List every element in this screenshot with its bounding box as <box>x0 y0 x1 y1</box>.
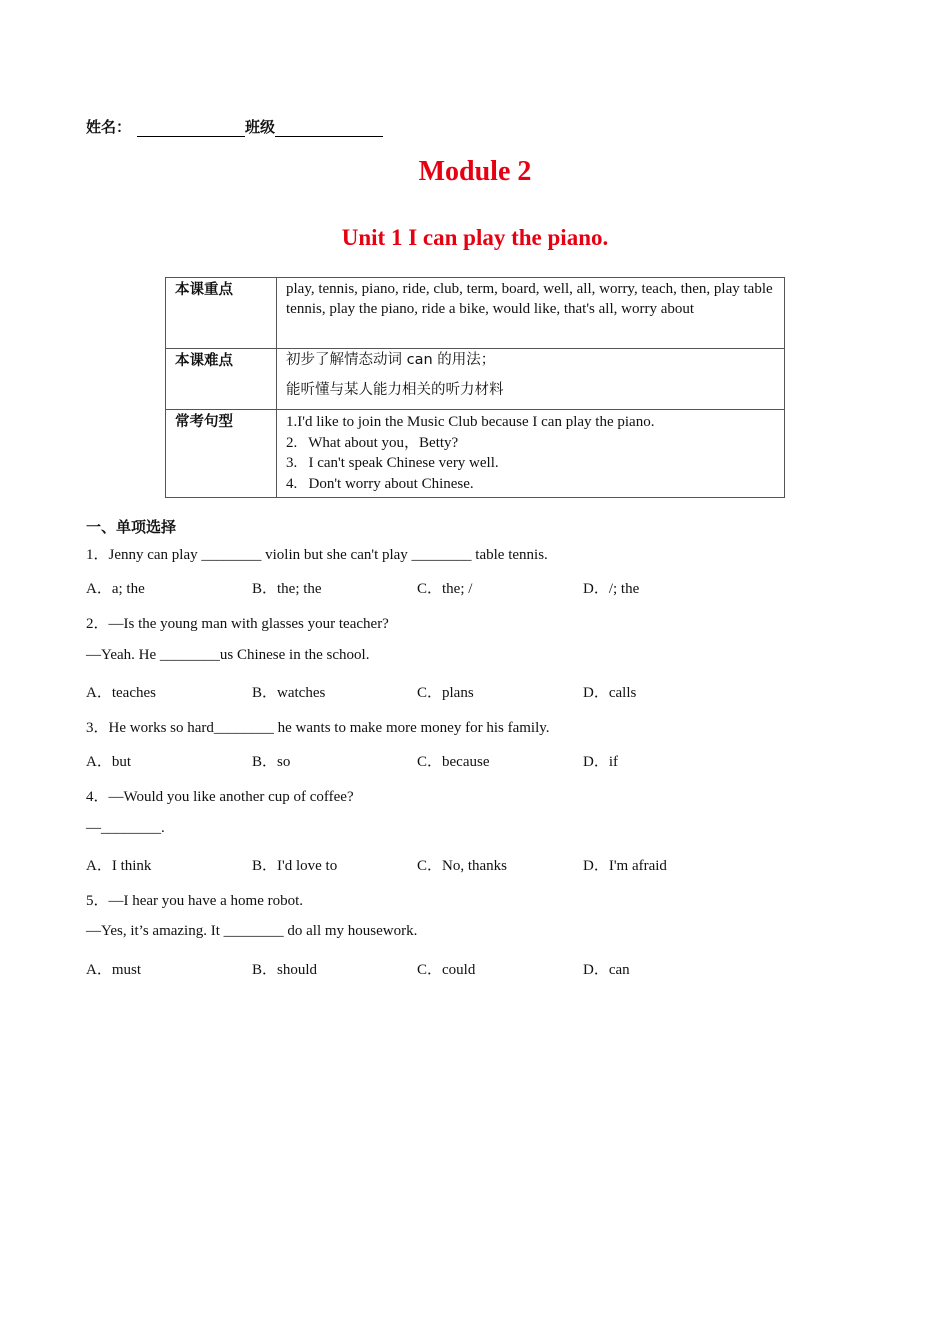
table-row <box>166 410 785 498</box>
name-blank[interactable] <box>137 119 245 137</box>
class-blank[interactable] <box>275 119 383 137</box>
option-b[interactable]: B．so <box>252 754 291 770</box>
option-d[interactable]: D．can <box>583 962 630 978</box>
sentence-pattern: 4. Don't worry about Chinese. <box>286 475 474 492</box>
option-a[interactable]: A．teaches <box>86 685 156 701</box>
sentence-pattern: 3. I can't speak Chinese very well. <box>286 455 499 471</box>
option-b[interactable]: B．the; the <box>252 581 322 597</box>
row-content <box>277 410 785 498</box>
row-content <box>277 278 785 349</box>
sentence-pattern: 1.I'd like to join the Music Club because I can play the piano. <box>286 414 655 430</box>
question-stem: 4．—Would you like another cup of coffee? <box>86 789 354 805</box>
question-stem: 3．He works so hard________ he wants to make more money for his family. <box>86 720 550 736</box>
class-label: 班级 <box>245 118 276 136</box>
option-a[interactable]: A．but <box>86 754 132 770</box>
key-words-text: play, tennis, piano, ride, club, term, board, well, all, worry, teach, then, play table tennis, play the piano, ride a bike, would like, that's all, worry about <box>286 281 773 317</box>
row-content <box>277 349 785 410</box>
question-stem: 5．—I hear you have a home robot. <box>86 893 304 909</box>
option-c[interactable]: C．the; / <box>417 581 473 597</box>
question-stem: 1．Jenny can play ________ violin but she can't play ________ table tennis. <box>86 547 548 563</box>
row-label: 本课重点 <box>166 278 277 349</box>
question-stem: 2．—Is the young man with glasses your teacher? <box>86 616 389 632</box>
option-c[interactable]: C．No, thanks <box>417 858 508 874</box>
option-d[interactable]: D．/; the <box>583 581 640 597</box>
option-a[interactable]: A．must <box>86 962 142 978</box>
row-label: 本课难点 <box>166 349 277 410</box>
name-label: 姓名： <box>86 118 132 136</box>
unit-title: Unit 1 I can play the piano. <box>341 225 609 250</box>
option-b[interactable]: B．I'd love to <box>252 858 338 874</box>
option-b[interactable]: B．watches <box>252 685 326 701</box>
student-info-line <box>86 116 383 137</box>
option-d[interactable]: D．I'm afraid <box>583 858 667 874</box>
question-stem: —________. <box>86 820 165 836</box>
option-a[interactable]: A．a; the <box>86 581 145 597</box>
table-row <box>166 349 785 410</box>
row-label: 常考句型 <box>166 410 277 498</box>
question-stem: —Yes, it’s amazing. It ________ do all my housework. <box>86 923 418 939</box>
option-a[interactable]: A．I think <box>86 858 152 874</box>
option-c[interactable]: C．could <box>417 962 476 978</box>
table-row <box>166 278 785 349</box>
module-title: Module 2 <box>418 156 532 187</box>
difficulty-line: 初步了解情态动词 can 的用法； <box>286 352 496 368</box>
option-c[interactable]: C．because <box>417 754 490 770</box>
section-title: 一、单项选择 <box>86 518 177 536</box>
lesson-info-table <box>165 277 785 498</box>
option-d[interactable]: D．if <box>583 754 618 770</box>
option-b[interactable]: B．should <box>252 962 318 978</box>
question-stem: —Yeah. He ________us Chinese in the school. <box>86 647 370 663</box>
option-c[interactable]: C．plans <box>417 685 474 701</box>
sentence-pattern: 2. What about you，Betty? <box>286 434 459 451</box>
option-d[interactable]: D．calls <box>583 685 637 701</box>
difficulty-line: 能听懂与某人能力相关的听力材料 <box>286 381 504 398</box>
